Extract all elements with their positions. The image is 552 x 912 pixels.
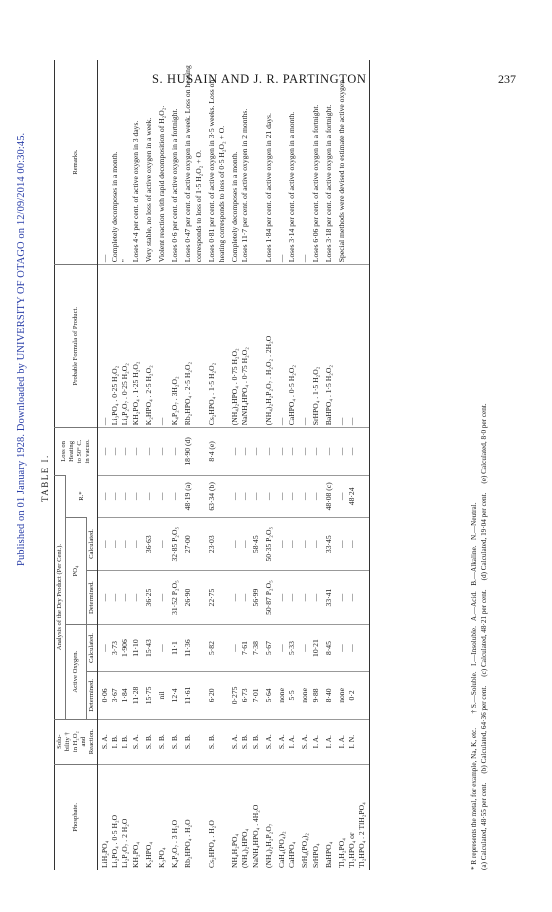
cell-r: — — — —	[98, 475, 142, 518]
cell-formula: (NH₄)₂H₂P₂O₇ . H₂O₂ . 2H₂O	[262, 265, 275, 428]
page-number: 237	[498, 72, 516, 86]
cell-po4-determined: 22·75	[205, 571, 228, 625]
table-row	[275, 60, 298, 870]
cell-r: 63·34 (b)	[205, 475, 228, 518]
col-formula: Probable Formula of Product.	[55, 265, 98, 428]
cell-po4-determined: — —	[275, 571, 298, 625]
cell-solubility: S. B.	[142, 719, 155, 764]
cell-loss: 8·4 (e)	[205, 428, 228, 475]
col-active-oxygen: Active Oxygen.	[66, 624, 87, 719]
cell-remarks: Loses 1·84 per cent. of active oxygen in 21 days.	[263, 113, 273, 263]
cell-r: — — —	[228, 475, 262, 518]
cell-po4-calculated: 33·45	[322, 518, 335, 571]
cell-r: 48·19 (a)	[181, 475, 204, 518]
cell-solubility: S. A. I. A.	[275, 719, 298, 764]
cell-ao-determined: 15·75	[142, 672, 155, 719]
cell-solubility: S. A. I. B. I. B. S. A.	[98, 719, 142, 764]
cell-solubility: S. A. S. B. S. B.	[228, 719, 262, 764]
table-row	[98, 60, 142, 870]
table-row	[168, 60, 181, 870]
cell-solubility: I. A. I. N.	[335, 719, 369, 764]
cell-po4-determined: —	[155, 571, 168, 625]
cell-phosphate: CaH₄(PO₄)₂ CaHPO₄	[275, 764, 298, 870]
cell-po4-calculated: 50·35 P₂O₅	[262, 518, 275, 571]
cell-formula: — SrHPO₄ . 1·5 H₂O₂	[298, 265, 321, 428]
cell-loss: —	[322, 428, 335, 475]
footnotes	[470, 60, 489, 870]
cell-ao-determined: 6·20	[205, 672, 228, 719]
col-loss: Loss on Heating to 50° C. in vacuo.	[55, 428, 98, 475]
cell-ao-calculated: — 5·33	[275, 624, 298, 671]
cell-po4-calculated: 32·85 P₂O₅	[168, 518, 181, 571]
watermark: Published on 01 January 1928. Downloaded by UNIVERSITY OF OTAGO on 12/09/2014 00:30:45.	[16, 132, 27, 566]
cell-loss: — —	[298, 428, 321, 475]
running-head-visible: S. HUSAIN AND J. R. PARTINGTON	[152, 72, 367, 86]
cell-loss: 18·90 (d)	[181, 428, 204, 475]
cell-remarks: — Loses 3·14 per cent. of active oxygen in a month.	[277, 111, 297, 263]
cell-ao-determined: none 5·5	[275, 672, 298, 719]
cell-po4-calculated: — —	[275, 518, 298, 571]
cell-po4-calculated: 23·03	[205, 518, 228, 571]
cell-ao-determined: 12·4	[168, 672, 181, 719]
cell-phosphate: K₃PO₄	[155, 764, 168, 870]
cell-solubility: S. B.	[168, 719, 181, 764]
cell-phosphate: Rb₂HPO₄ . H₂O	[181, 764, 204, 870]
cell-phosphate: BaHPO₄	[322, 764, 335, 870]
cell-loss: — —	[335, 428, 369, 475]
cell-phosphate: Cs₂HPO₄ . H₂O	[205, 764, 228, 870]
cell-ao-determined: none 0·2	[335, 672, 369, 719]
cell-po4-calculated: — —	[335, 518, 369, 571]
cell-ao-determined: none 9·88	[298, 672, 321, 719]
cell-ao-determined: 5·64	[262, 672, 275, 719]
cell-r: —	[168, 475, 181, 518]
cell-remarks: Loses 0·47 per cent. of active oxygen in a week. Loss on heating corresponds to loss of 1·5 H₂O₂ + O.	[183, 65, 203, 263]
cell-formula: (NH₄)₂HPO₄ . 0·75 H₂O₂ NaNH₄HPO₄ . 0·75 H₂O₂	[228, 265, 262, 428]
table-row	[142, 60, 155, 870]
cell-r: —	[155, 475, 168, 518]
cell-po4-calculated: 36·63	[142, 518, 155, 571]
cell-ao-calculated: —	[155, 624, 168, 671]
cell-solubility: I. A.	[322, 719, 335, 764]
cell-loss: — — —	[228, 428, 262, 475]
table-row	[262, 60, 275, 870]
footnote-line-2: (a) Calculated, 48·55 per cent. (b) Calculated, 64·36 per cent. (c) Calculated, 48·21 per cent. (d) Calculated, 19·04 per cent. (e) Calculated, 8·0 per cent.	[479, 403, 488, 870]
cell-formula: — CaHPO₄ . 0·5 H₂O₂	[275, 265, 298, 428]
cell-ao-calculated: 5·82	[205, 624, 228, 671]
cell-po4-determined: 33·41	[322, 571, 335, 625]
col-po4-determined: Determined.	[87, 571, 98, 625]
cell-formula: K₄P₂O₇ . 3H₂O₂	[168, 265, 181, 428]
cell-ao-calculated: — 7·61 7·38	[228, 624, 262, 671]
cell-formula: BaHPO₄ . 1·5 H₂O₂	[322, 265, 335, 428]
table-body	[98, 60, 370, 870]
table-caption: TABLE I.	[40, 454, 50, 502]
cell-po4-determined: — —	[298, 571, 321, 625]
cell-solubility: S. A.	[262, 719, 275, 764]
cell-loss: —	[155, 428, 168, 475]
cell-po4-calculated: —	[155, 518, 168, 571]
cell-po4-determined: — —	[335, 571, 369, 625]
cell-phosphate: (NH₄)₂H₂P₂O₇	[262, 764, 275, 870]
col-ao-calculated: Calculated.	[87, 624, 98, 671]
cell-phosphate: SrH₄(PO₄)₂ SrHPO₄	[298, 764, 321, 870]
cell-remarks: Completely decomposes in a month. Loses 11·7 per cent. of active oxygen in 2 months.	[230, 108, 250, 263]
cell-ao-determined: 0·06 3·67 1·84 11·28	[98, 672, 142, 719]
cell-remarks: Violent reaction with rapid decomposition of H₂O₂.	[157, 105, 167, 263]
col-remarks: Remarks.	[55, 60, 98, 265]
cell-loss: —	[168, 428, 181, 475]
cell-formula: —	[155, 265, 168, 428]
cell-r: — —	[275, 475, 298, 518]
table-row	[335, 60, 369, 870]
cell-phosphate: Tl₃H₂PO₄ Tl₂HPO₄ or Tl₂HPO₄ . 2 TlH₂PO₄	[335, 764, 369, 870]
cell-po4-determined: 50·87 P₂O₅	[262, 571, 275, 625]
cell-formula: K₂HPO₄ . 2·5 H₂O₂	[142, 265, 155, 428]
cell-solubility: S. B.	[155, 719, 168, 764]
col-solubility: Solu- bility † in H₂O₂ and Reaction.	[55, 719, 98, 764]
col-phosphate: Phosphate.	[55, 764, 98, 870]
cell-po4-determined: 26·90	[181, 571, 204, 625]
cell-ao-calculated: — —	[335, 624, 369, 671]
col-r: R.*	[66, 475, 98, 518]
cell-ao-determined: nil	[155, 672, 168, 719]
cell-po4-determined: 36·25	[142, 571, 155, 625]
cell-phosphate: NH₄H₂PO₄ (NH₄)₂HPO₄ NaNH₄HPO₄ . 4H₂O	[228, 764, 262, 870]
cell-remarks: Very stable, no loss of active oxygen in a week.	[143, 117, 153, 263]
table-row	[181, 60, 204, 870]
cell-ao-calculated: — 10·21	[298, 624, 321, 671]
cell-r: — —	[298, 475, 321, 518]
cell-po4-calculated: 27·00	[181, 518, 204, 571]
cell-r: —	[262, 475, 275, 518]
table-row	[205, 60, 228, 870]
cell-loss: —	[262, 428, 275, 475]
cell-po4-determined: — — 56·99	[228, 571, 262, 625]
cell-remarks: Loses 3·18 per cent. of active oxygen in a fortnight.	[323, 104, 333, 263]
cell-ao-determined: 11·61	[181, 672, 204, 719]
col-po4-calculated: Calculated.	[87, 518, 98, 571]
cell-remarks: Loses 0·81 per cent. of active oxygen in 3·5 weeks. Loss on heating corresponds to loss of 0·5 H₂O₂ + O.	[206, 79, 227, 263]
cell-ao-determined: 8·40	[322, 672, 335, 719]
cell-r: —	[142, 475, 155, 518]
col-analysis-group: Analysis of the Dry Product (Per Cent.).	[55, 475, 66, 719]
cell-ao-calculated: — 3·73 1·906 11·10	[98, 624, 142, 671]
col-ao-determined: Determined.	[87, 672, 98, 719]
cell-loss: — —	[275, 428, 298, 475]
cell-ao-determined: 0·275 6·73 7·01	[228, 672, 262, 719]
cell-formula: — —	[335, 265, 369, 428]
cell-ao-calculated: 15·43	[142, 624, 155, 671]
table-row	[322, 60, 335, 870]
cell-formula: — Li₃PO₄ . 0·25 H₂O₂ Li₄P₂O₇ . 0·25 H₂O₂ KH₂PO₄ . 1·25 H₂O₂	[98, 265, 142, 428]
table-row	[228, 60, 262, 870]
cell-po4-determined: — — — —	[98, 571, 142, 625]
cell-phosphate: K₄P₂O₇ . 3 H₂O	[168, 764, 181, 870]
cell-remarks: Special methods were devised to estimate the active oxygen.	[335, 60, 369, 265]
cell-solubility: S. B.	[181, 719, 204, 764]
cell-ao-calculated: 5·67	[262, 624, 275, 671]
cell-r: — 48·24	[335, 475, 369, 518]
col-po4: PO₄	[66, 518, 87, 625]
cell-formula: Cs₂HPO₄ . 1·5 H₂O₂	[205, 265, 228, 428]
table-row	[155, 60, 168, 870]
cell-ao-calculated: 11·1	[168, 624, 181, 671]
cell-ao-calculated: 11·36	[181, 624, 204, 671]
cell-loss: — — — —	[98, 428, 142, 475]
footnote-line-1: * R represents the metal, for example, Na, K, etc. † S.—Soluble. I.—Insoluble. A.—Acid. B.—Alkaline. N.—Neutral.	[470, 502, 478, 870]
cell-phosphate: LiH₂PO₄ Li₂PO₄ . 0·5 H₂O Li₂P₂O₇ . 2 H₂O KH₂PO₄	[98, 764, 142, 870]
cell-phosphate: K₂HPO₄	[142, 764, 155, 870]
cell-remarks: Loses 0·6 per cent. of active oxygen in a fortnight.	[170, 108, 180, 263]
cell-formula: Rb₂HPO₄ . 2·5 H₂O₂	[181, 265, 204, 428]
cell-loss: —	[142, 428, 155, 475]
cell-r: 48·08 (c)	[322, 475, 335, 518]
cell-remarks: — Loses 6·06 per cent. of active oxygen in a fortnight.	[300, 104, 320, 263]
cell-po4-calculated: — —	[298, 518, 321, 571]
data-table	[54, 60, 370, 870]
cell-po4-calculated: — — — —	[98, 518, 142, 571]
cell-solubility: S. A. I. A.	[298, 719, 321, 764]
cell-remarks: — Completely decomposes in a month. " Loses 4·4 per cent. of active oxygen in 3 days.	[100, 120, 140, 263]
cell-solubility: S. B.	[205, 719, 228, 764]
cell-ao-calculated: 8·45	[322, 624, 335, 671]
table-row	[298, 60, 321, 870]
cell-po4-determined: 31·52 P₂O₅	[168, 571, 181, 625]
cell-po4-calculated: — — 58·45	[228, 518, 262, 571]
